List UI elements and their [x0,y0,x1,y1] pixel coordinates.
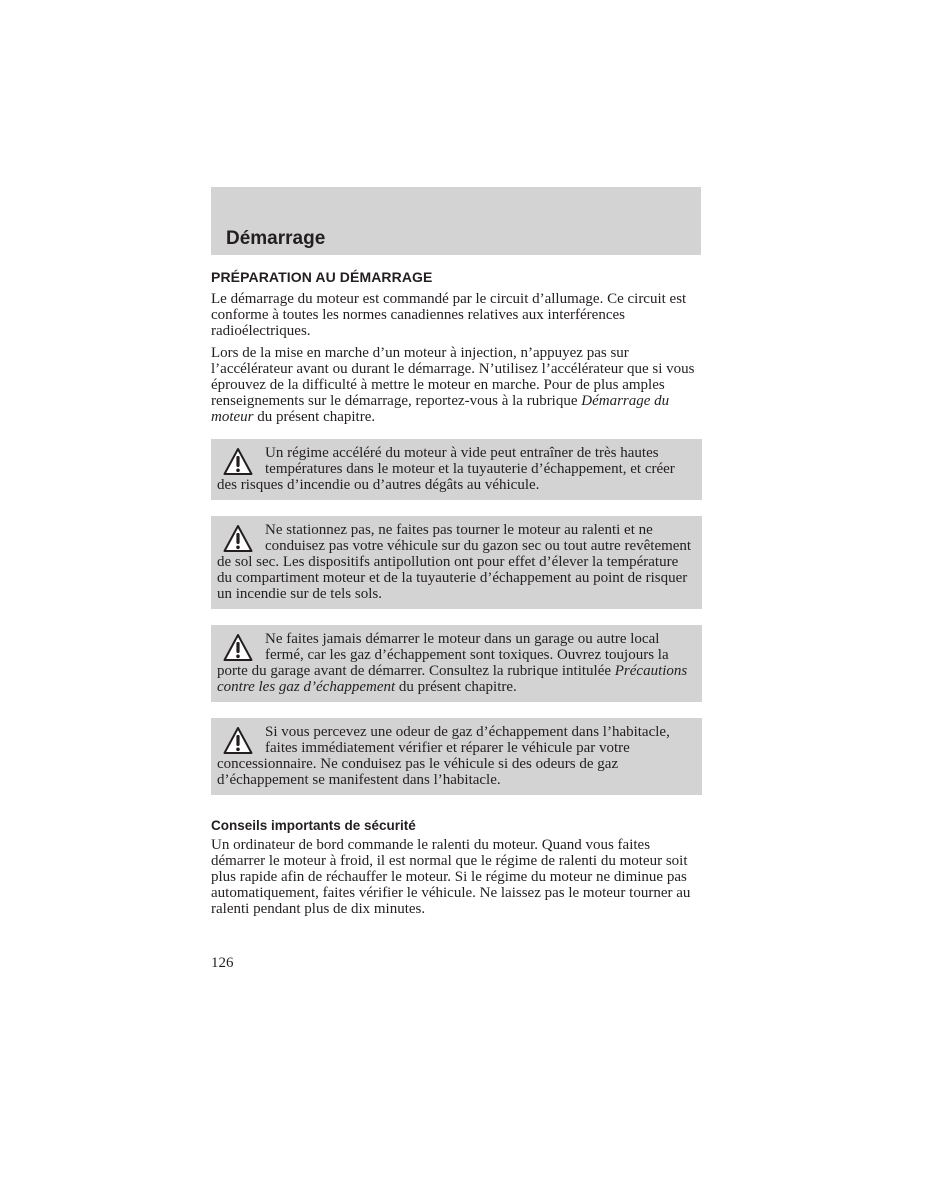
page-content [211,268,702,922]
injection-paragraph-text: Lors de la mise en marche d’un moteur à injection, n’appuyez pas sur l’accélérateur avant ou durant le démarrage. N’utilisez l’accélérateur que si vous éprouvez de la difficulté à mettre le moteur en marche. Pour de plus amples renseignements sur le démarrage, reportez-vous à la rubrique [211,345,695,409]
page-number: 126 [211,955,234,971]
warning-box-1 [211,439,702,500]
chapter-title: Démarrage [226,228,326,249]
warning-text-1: Un régime accéléré du moteur à vide peut entraîner de très hautes températures dans le moteur et la tuyauterie d’échappement, et créer des risques d’incendie ou d’autres dégâts au véhicule. [217,445,675,493]
warning-tail-3: du présent chapitre. [395,679,517,695]
warning-text-2: Ne stationnez pas, ne faites pas tourner le moteur au ralenti et ne conduisez pas votre véhicule sur du gazon sec ou tout autre revêtement de sol sec. Les dispositifs antipollution ont pour effet d’élever la température du compartiment moteur et de la tuyauterie d’échappement au point de risquer un incendie sur de tels sols. [217,522,692,602]
warning-triangle-icon [223,524,253,554]
warning-triangle-icon [223,726,253,756]
warning-box-4 [211,718,702,795]
warning-triangle-icon [223,633,253,663]
section-heading: PRÉPARATION AU DÉMARRAGE [211,269,433,285]
injection-paragraph-tail: du présent chapitre. [253,409,376,425]
injection-paragraph [211,345,702,425]
warning-box-2 [211,516,702,609]
safety-heading: Conseils importants de sécurité [211,818,416,833]
warning-text-4: Si vous percevez une odeur de gaz d’échappement dans l’habitacle, faites immédiatement vérifier et réparer le véhicule par votre concessionnaire. Ne conduisez pas le véhicule si des odeurs de gaz d’échappement se manifestent dans l’habitacle. [217,724,670,788]
warning-triangle-icon [223,447,253,477]
warning-text-3: Ne faites jamais démarrer le moteur dans un garage ou autre local fermé, car les gaz d’échappement sont toxiques. Ouvrez toujours la porte du garage avant de démarrer. Consultez la rubrique intitulée [217,631,669,679]
safety-paragraph: Un ordinateur de bord commande le ralenti du moteur. Quand vous faites démarrer le moteur à froid, il est normal que le régime de ralenti du moteur soit plus rapide afin de réchauffer le moteur. Si le régime du moteur ne diminue pas automatiquement, faites vérifier le véhicule. Ne laissez pas le moteur tourner au ralenti pendant plus de dix minutes. [211,837,691,917]
intro-paragraph: Le démarrage du moteur est commandé par le circuit d’allumage. Ce circuit est conforme à toutes les normes canadiennes relatives aux interférences radioélectriques. [211,291,687,339]
chapter-header [211,187,701,255]
warning-box-3 [211,625,702,702]
injection-paragraph-reference: Démarrage du moteur [211,393,670,425]
warning-reference-3: Précautions contre les gaz d’échappement [217,663,688,695]
